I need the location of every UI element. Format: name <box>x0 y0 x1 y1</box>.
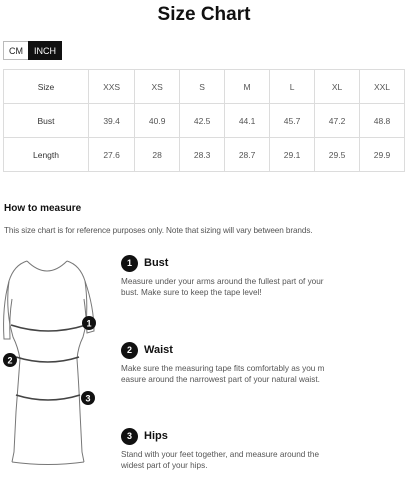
step-hips <box>121 427 321 471</box>
step-description <box>121 276 324 298</box>
header-cell: XXL <box>360 70 405 104</box>
step-description-line: bust. Make sure to keep the tape level! <box>121 288 262 297</box>
table-cell: 28.7 <box>225 138 270 172</box>
sizing-note: This size chart is for reference purposes only. Note that sizing will vary between brands. <box>4 226 313 235</box>
bust-marker <box>82 316 96 330</box>
header-cell: L <box>270 70 315 104</box>
header-cell: XS <box>135 70 180 104</box>
marker-2-text: 2 <box>7 355 13 366</box>
table-row <box>4 138 405 172</box>
step-description-line: Measure under your arms around the fullest part of your <box>121 277 324 286</box>
step-description <box>121 449 321 471</box>
table-cell: 28 <box>135 138 180 172</box>
step-number-badge: 2 <box>121 342 138 359</box>
step-description-line: Stand with your feet together, and measure around the <box>121 450 319 459</box>
step-number-badge: 3 <box>121 428 138 445</box>
size-table <box>3 69 405 172</box>
marker-1-text: 1 <box>86 318 92 329</box>
header-cell: Size <box>4 70 89 104</box>
table-cell: 29.5 <box>315 138 360 172</box>
step-waist <box>121 341 325 385</box>
row-label: Bust <box>4 104 89 138</box>
table-cell: 42.5 <box>180 104 225 138</box>
table-cell: 40.9 <box>135 104 180 138</box>
step-label: Bust <box>144 257 169 269</box>
table-cell: 45.7 <box>270 104 315 138</box>
page-title: Size Chart <box>157 4 251 25</box>
step-description-line: easure around the narrowest part of your natural waist. <box>121 375 320 384</box>
step-description-line: widest part of your hips. <box>121 461 208 470</box>
waist-marker <box>3 353 17 367</box>
table-cell: 27.6 <box>89 138 135 172</box>
hip-band <box>16 395 80 400</box>
step-label: Waist <box>144 344 173 356</box>
hip-marker <box>81 391 95 405</box>
table-cell: 29.9 <box>360 138 405 172</box>
marker-3-text: 3 <box>85 393 91 404</box>
table-cell: 39.4 <box>89 104 135 138</box>
table-cell: 28.3 <box>180 138 225 172</box>
table-header-row <box>4 70 405 104</box>
header-cell: XXS <box>89 70 135 104</box>
step-description <box>121 363 325 385</box>
table-cell: 29.1 <box>270 138 315 172</box>
unit-toggle[interactable] <box>3 41 62 60</box>
dress-illustration <box>0 247 104 475</box>
step-label: Hips <box>144 430 168 442</box>
how-to-measure-heading: How to measure <box>4 203 82 214</box>
step-bust <box>121 254 324 298</box>
table-cell: 48.8 <box>360 104 405 138</box>
step-description-line: Make sure the measuring tape fits comfortably as you m <box>121 364 325 373</box>
table-cell: 44.1 <box>225 104 270 138</box>
table-row <box>4 104 405 138</box>
unit-cm-button[interactable]: CM <box>3 41 28 60</box>
header-cell: XL <box>315 70 360 104</box>
header-cell: M <box>225 70 270 104</box>
bust-band <box>11 325 86 331</box>
waist-band <box>16 357 79 362</box>
table-cell: 47.2 <box>315 104 360 138</box>
step-number-badge: 1 <box>121 255 138 272</box>
header-cell: S <box>180 70 225 104</box>
row-label: Length <box>4 138 89 172</box>
unit-inch-button[interactable]: INCH <box>28 41 62 60</box>
